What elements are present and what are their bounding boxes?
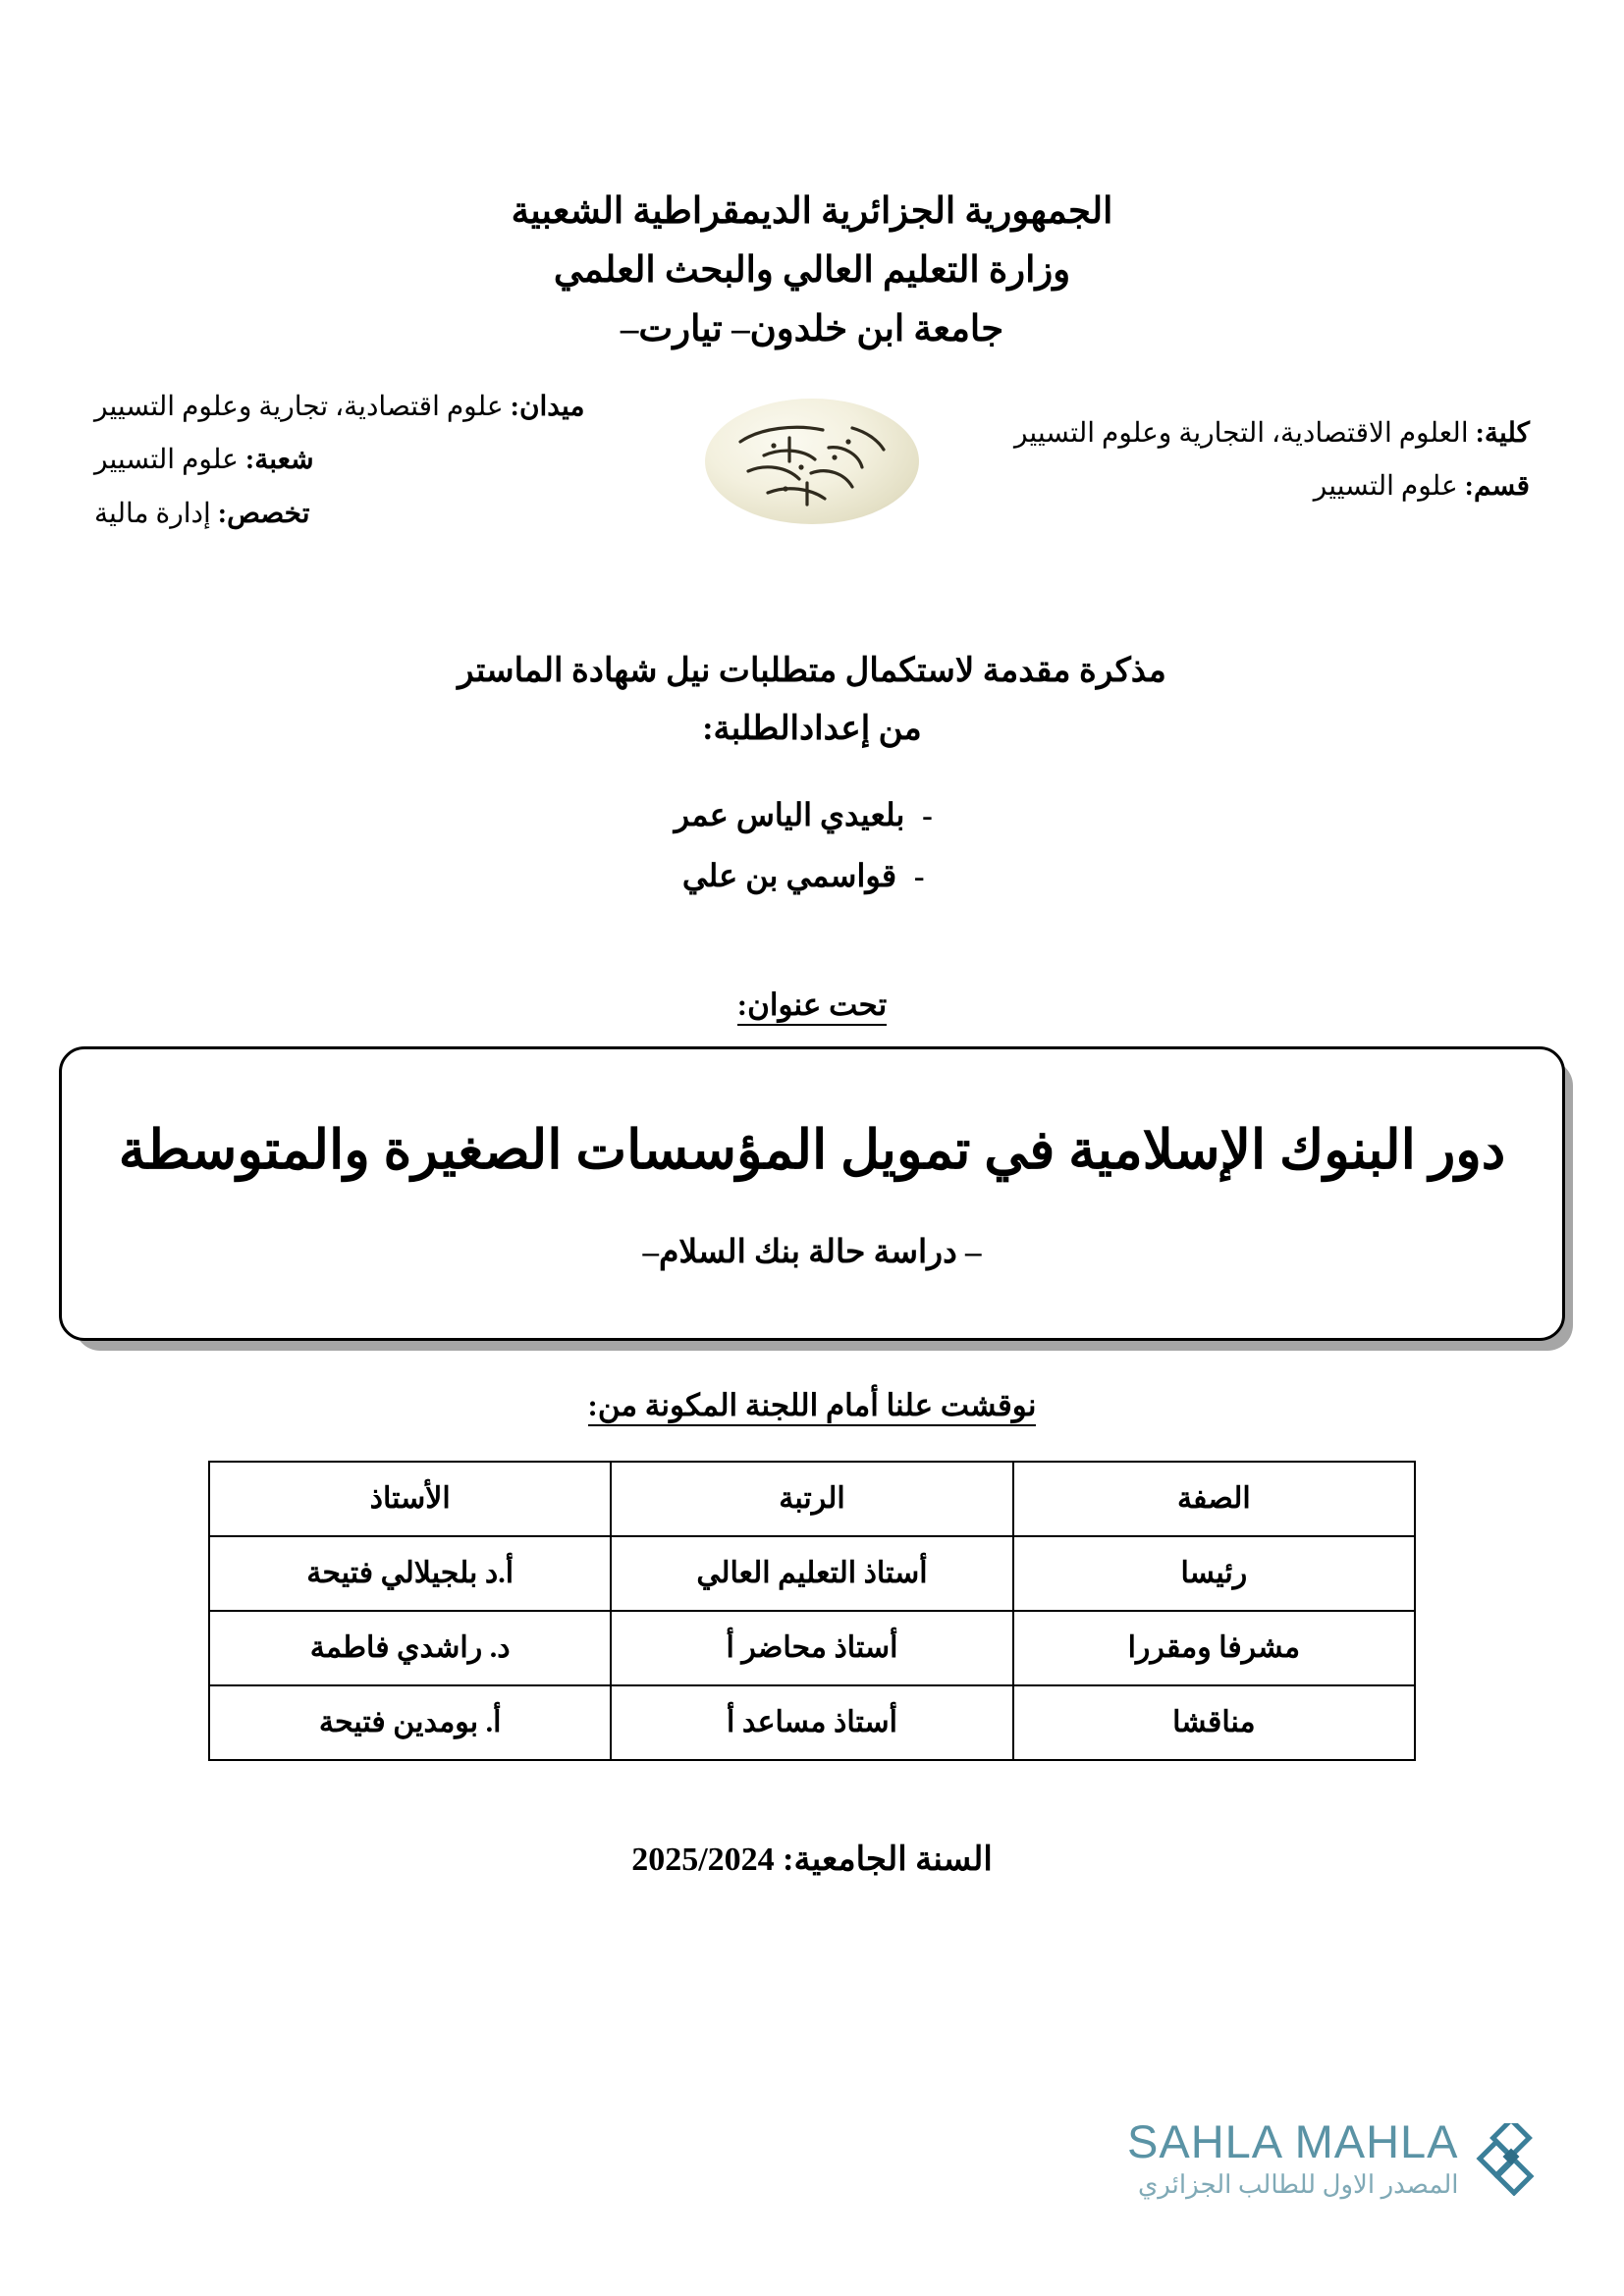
thesis-title: دور البنوك الإسلامية في تمويل المؤسسات الصغيرة والمتوسطة <box>118 1119 1506 1180</box>
academic-year: السنة الجامعية: 2025/2024 <box>631 1841 993 1878</box>
info-line-speciality <box>94 488 629 542</box>
column-header-name: الأستاذ <box>209 1462 611 1536</box>
watermark-text <box>1127 2115 1459 2200</box>
thesis-title-box <box>59 1046 1565 1341</box>
info-block-field <box>94 381 629 542</box>
jury-label <box>0 1388 1624 1423</box>
jury-table <box>208 1461 1416 1761</box>
students-list <box>0 784 1624 907</box>
info-line-branch <box>94 434 629 488</box>
header-line-university: جامعة ابن خلدون– تيارت– <box>620 308 1004 349</box>
cell-name: أ. بومدين فتيحة <box>209 1685 611 1760</box>
cell-rank: أستاذ مساعد أ <box>611 1685 1012 1760</box>
info-label-speciality: تخصص: <box>217 499 310 529</box>
under-title-text: تحت عنوان: <box>737 988 887 1026</box>
table-row <box>209 1611 1415 1685</box>
info-block-faculty <box>995 407 1530 514</box>
cell-rank: أستاذ التعليم العالي <box>611 1536 1012 1611</box>
cell-role: مشرفا ومقررا <box>1013 1611 1415 1685</box>
memoire-prepared-by: من إعدادالطلبة: <box>702 711 922 748</box>
column-header-role: الصفة <box>1013 1462 1415 1536</box>
cell-role: مناقشا <box>1013 1685 1415 1760</box>
info-line-faculty <box>995 407 1530 461</box>
cell-rank: أستاذ محاضر أ <box>611 1611 1012 1685</box>
jury-label-text: نوقشت علنا أمام اللجنة المكونة من: <box>588 1388 1037 1426</box>
info-value-branch: علوم التسيير <box>94 445 239 476</box>
info-label-branch: شعبة: <box>244 445 314 476</box>
header-line-country: الجمهورية الجزائرية الديمقراطية الشعبية <box>511 191 1113 232</box>
cell-role: رئيسا <box>1013 1536 1415 1611</box>
table-header-row <box>209 1462 1415 1536</box>
cell-name: د. راشدي فاطمة <box>209 1611 611 1685</box>
seal-oval <box>705 399 919 524</box>
sahla-mahla-watermark <box>1127 2115 1538 2200</box>
memoire-statement: مذكرة مقدمة لاستكمال متطلبات نيل شهادة الماستر <box>458 652 1166 689</box>
student-name: بلعيدي الياس عمر <box>674 796 905 832</box>
memoire-block <box>0 642 1624 759</box>
title-box-wrapper <box>59 1046 1565 1341</box>
info-line-domain <box>94 381 629 435</box>
list-item <box>0 784 1624 845</box>
under-title-label <box>0 988 1624 1023</box>
info-label-domain: ميدان: <box>510 391 585 422</box>
table-row <box>209 1685 1415 1760</box>
info-value-speciality: إدارة مالية <box>94 499 211 529</box>
info-value-faculty: العلوم الاقتصادية، التجارية وعلوم التسيير <box>1013 417 1469 449</box>
info-row <box>0 381 1624 587</box>
header-line-ministry: وزارة التعليم العالي والبحث العلمي <box>553 249 1071 291</box>
thesis-subtitle: – دراسة حالة بنك السلام– <box>642 1235 982 1271</box>
info-line-department <box>995 460 1530 514</box>
info-label-department: قسم: <box>1464 471 1530 503</box>
university-seal-icon <box>705 399 919 524</box>
cell-name: أ.د بلجيلالي فتيحة <box>209 1536 611 1611</box>
info-label-faculty: كلية: <box>1475 417 1530 449</box>
info-value-domain: علوم اقتصادية، تجارية وعلوم التسيير <box>94 391 504 422</box>
student-name: قواسمي بن علي <box>681 858 897 894</box>
sahla-mahla-logo-icon <box>1473 2123 1538 2196</box>
info-value-department: علوم التسيير <box>1313 471 1458 503</box>
column-header-rank: الرتبة <box>611 1462 1012 1536</box>
watermark-tagline: المصدر الاول للطالب الجزائري <box>1137 2170 1459 2199</box>
document-header <box>0 0 1624 359</box>
list-item <box>0 845 1624 906</box>
table-row <box>209 1536 1415 1611</box>
watermark-brand: SAHLA MAHLA <box>1127 2115 1459 2167</box>
list-bullet: - <box>913 858 925 894</box>
list-bullet: - <box>922 796 933 832</box>
